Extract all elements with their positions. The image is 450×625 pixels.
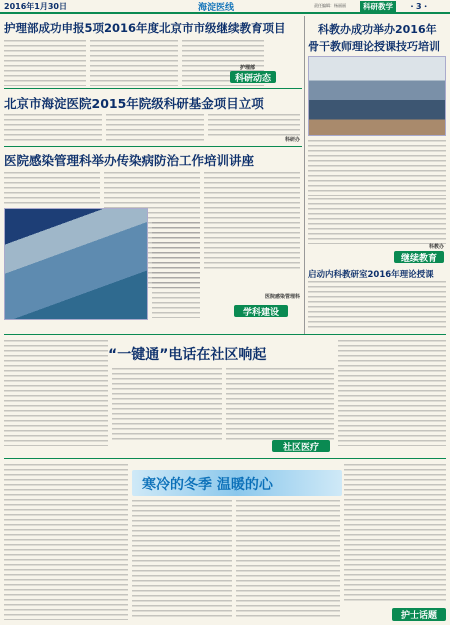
divider xyxy=(4,458,446,459)
tag-community: 社区医疗 xyxy=(272,440,330,452)
article-title-nursing: 护理部成功申报5项2016年度北京市市级继续教育项目 xyxy=(4,21,286,35)
article-body-winter-1 xyxy=(4,464,128,620)
article-title-teacher-2: 骨干教师理论授课技巧培训 xyxy=(308,40,440,53)
masthead-editor: 责任编辑：杨丽丽 xyxy=(314,3,346,8)
tag-research-news: 科研动态 xyxy=(230,71,276,83)
section-label: 科研教学 xyxy=(360,1,396,12)
article-body-fund-3 xyxy=(208,114,300,136)
article-body-nursing-1 xyxy=(4,40,86,86)
article-title-winter: 寒冷的冬季 温暖的心 xyxy=(142,477,273,493)
masthead-paper: 海淀医线 xyxy=(198,3,235,13)
banner-winter xyxy=(132,470,342,496)
article-title-hotline: “一键通”电话在社区响起 xyxy=(108,347,267,363)
article-byline-teacher: 科教办 xyxy=(428,244,444,250)
tag-discipline: 学科建设 xyxy=(234,305,288,317)
masthead-date: 2016年1月30日 xyxy=(4,2,67,11)
article-byline-nursing: 护理部 xyxy=(240,65,256,71)
column-divider xyxy=(304,16,305,334)
article-body-hotline-2 xyxy=(112,368,222,442)
article-body-teacher-2 xyxy=(308,198,446,244)
article-body-winter-3 xyxy=(236,500,340,620)
article-title-teacher: 科教办成功举办2016年 xyxy=(318,23,437,36)
tag-continuing-edu: 继续教育 xyxy=(394,251,444,263)
article-body-infection-1 xyxy=(4,172,100,206)
article-body-internal xyxy=(308,281,446,331)
article-body-winter-2 xyxy=(132,500,232,620)
article-body-fund-1 xyxy=(4,114,102,142)
teacher-training-photo xyxy=(308,56,446,136)
article-body-fund-2 xyxy=(106,114,204,142)
divider xyxy=(4,334,446,335)
article-body-infection-3 xyxy=(204,172,300,272)
article-body-infection-4 xyxy=(152,222,200,318)
article-body-teacher-1 xyxy=(308,140,446,196)
page-number: ・3・ xyxy=(408,2,430,11)
article-body-hotline-4 xyxy=(338,340,446,446)
divider xyxy=(4,88,302,89)
article-title-infection: 医院感染管理科举办传染病防治工作培训讲座 xyxy=(4,153,255,168)
article-title-internal: 启动内科教研室2016年理论授课 xyxy=(308,270,434,280)
divider xyxy=(4,146,302,147)
article-title-fund: 北京市海淀医院2015年院级科研基金项目立项 xyxy=(4,96,264,111)
tag-nurse-topic: 护士话题 xyxy=(392,608,446,621)
article-body-winter-4 xyxy=(344,464,446,604)
masthead xyxy=(0,0,450,14)
article-body-hotline-1 xyxy=(4,340,108,446)
article-byline-fund: 科研办 xyxy=(284,137,300,143)
article-body-nursing-2 xyxy=(90,40,178,86)
article-body-hotline-3 xyxy=(226,368,334,442)
article-byline-infection: 医院感染管理科 xyxy=(264,294,300,300)
training-photo xyxy=(4,208,148,320)
